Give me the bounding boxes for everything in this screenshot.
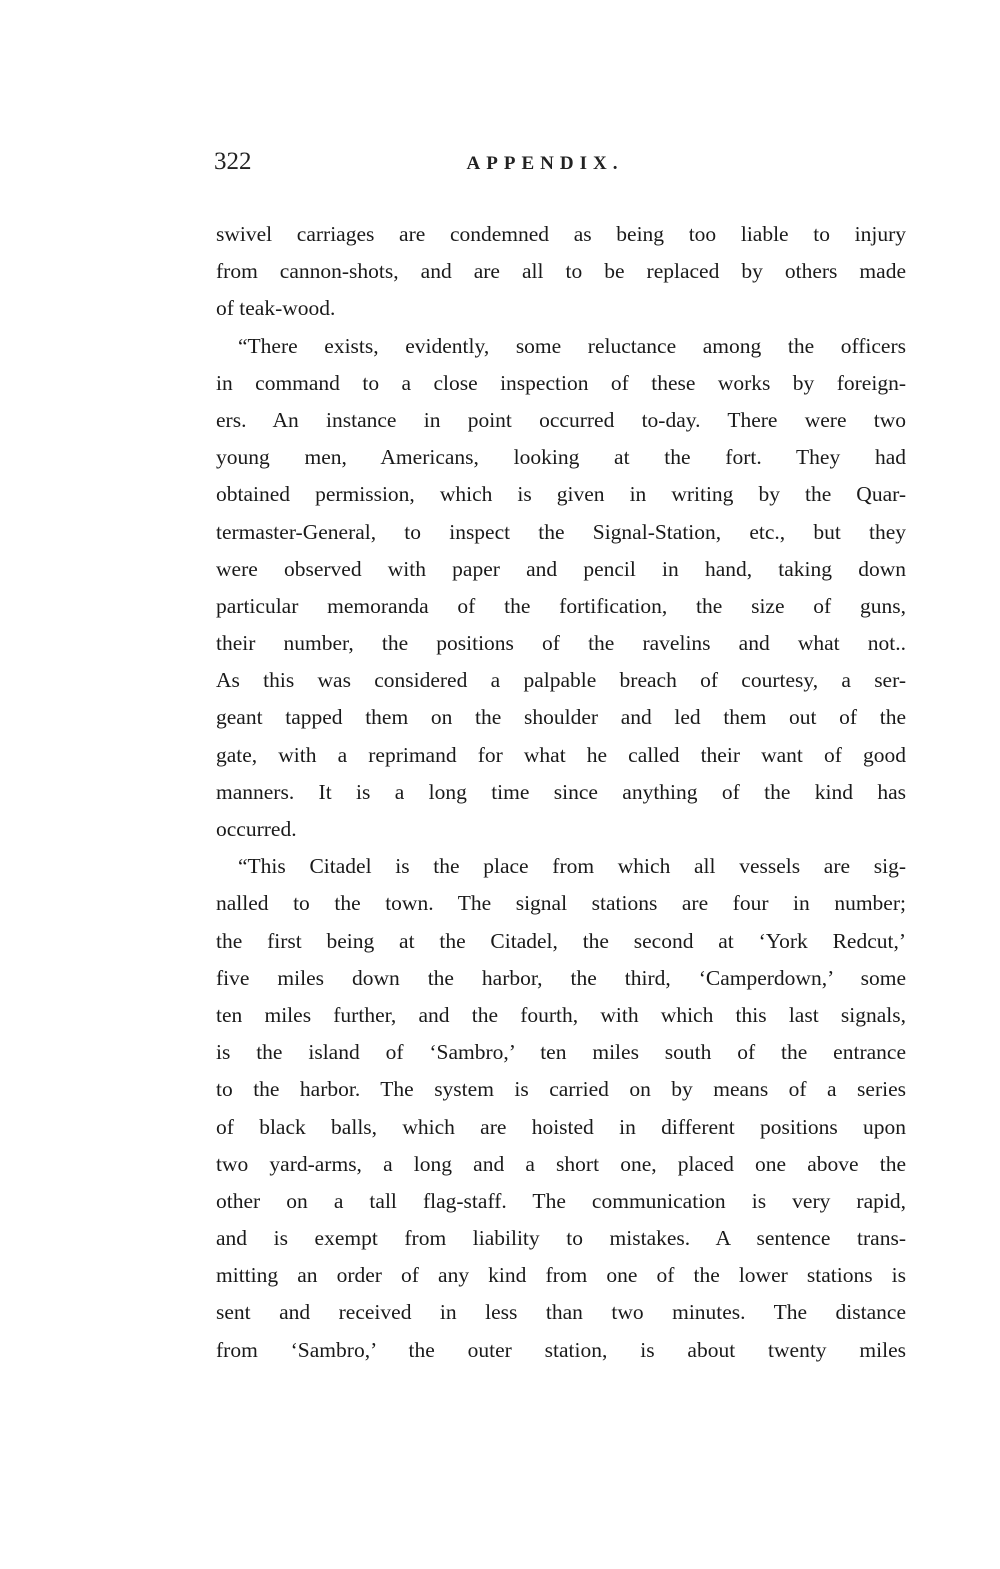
text-line: in command to a close inspection of these works by foreign- bbox=[216, 370, 906, 395]
text-line: from ‘Sambro,’ the outer station, is about twenty miles bbox=[216, 1337, 906, 1362]
text-line: other on a tall flag-staff. The communication is very rapid, bbox=[216, 1188, 906, 1213]
text-line: young men, Americans, looking at the fort. They had bbox=[216, 445, 906, 470]
text-line: ers. An instance in point occurred to-day. There were two bbox=[216, 407, 906, 432]
text-line: five miles down the harbor, the third, ‘Camperdown,’ some bbox=[216, 965, 906, 990]
text-line: were observed with paper and pencil in hand, taking down bbox=[216, 556, 906, 581]
text-line: mitting an order of any kind from one of the lower stations is bbox=[216, 1263, 906, 1288]
text-line: to the harbor. The system is carried on by means of a series bbox=[216, 1077, 906, 1102]
text-line: is the island of ‘Sambro,’ ten miles south of the entrance bbox=[216, 1040, 906, 1065]
text-line: sent and received in less than two minutes. The distance bbox=[216, 1300, 906, 1325]
text-line: occurred. bbox=[216, 817, 297, 841]
body-text bbox=[216, 216, 906, 1369]
text-line: ten miles further, and the fourth, with which this last signals, bbox=[216, 1002, 906, 1027]
running-head: APPENDIX. bbox=[466, 153, 624, 174]
text-line: the first being at the Citadel, the second at ‘York Redcut,’ bbox=[216, 928, 906, 953]
text-line: and is exempt from liability to mistakes. A sentence trans- bbox=[216, 1226, 906, 1251]
text-line: manners. It is a long time since anything of the kind has bbox=[216, 779, 906, 804]
text-line: “There exists, evidently, some reluctance among the officers bbox=[238, 333, 906, 358]
page-number: 322 bbox=[214, 148, 252, 175]
text-line: of black balls, which are hoisted in different positions upon bbox=[216, 1114, 906, 1139]
text-line: swivel carriages are condemned as being too liable to injury bbox=[216, 222, 906, 246]
text-line: As this was considered a palpable breach of courtesy, a ser- bbox=[216, 668, 906, 693]
text-line: from cannon-shots, and are all to be replaced by others made bbox=[216, 259, 906, 284]
text-line: their number, the positions of the ravelins and what not.. bbox=[216, 631, 906, 656]
text-line: of teak-wood. bbox=[216, 296, 336, 321]
text-line: geant tapped them on the shoulder and led them out of the bbox=[216, 705, 906, 730]
text-line: nalled to the town. The signal stations are four in number; bbox=[216, 891, 906, 916]
text-line: particular memoranda of the fortification, the size of guns, bbox=[216, 593, 906, 618]
text-line: obtained permission, which is given in writing by the Quar- bbox=[216, 482, 906, 507]
text-line: gate, with a reprimand for what he called their want of good bbox=[216, 742, 906, 767]
text-line: “This Citadel is the place from which all vessels are sig- bbox=[238, 854, 906, 879]
text-line: termaster-General, to inspect the Signal-Station, etc., but they bbox=[216, 519, 906, 544]
text-line: two yard-arms, a long and a short one, placed one above the bbox=[216, 1151, 906, 1176]
